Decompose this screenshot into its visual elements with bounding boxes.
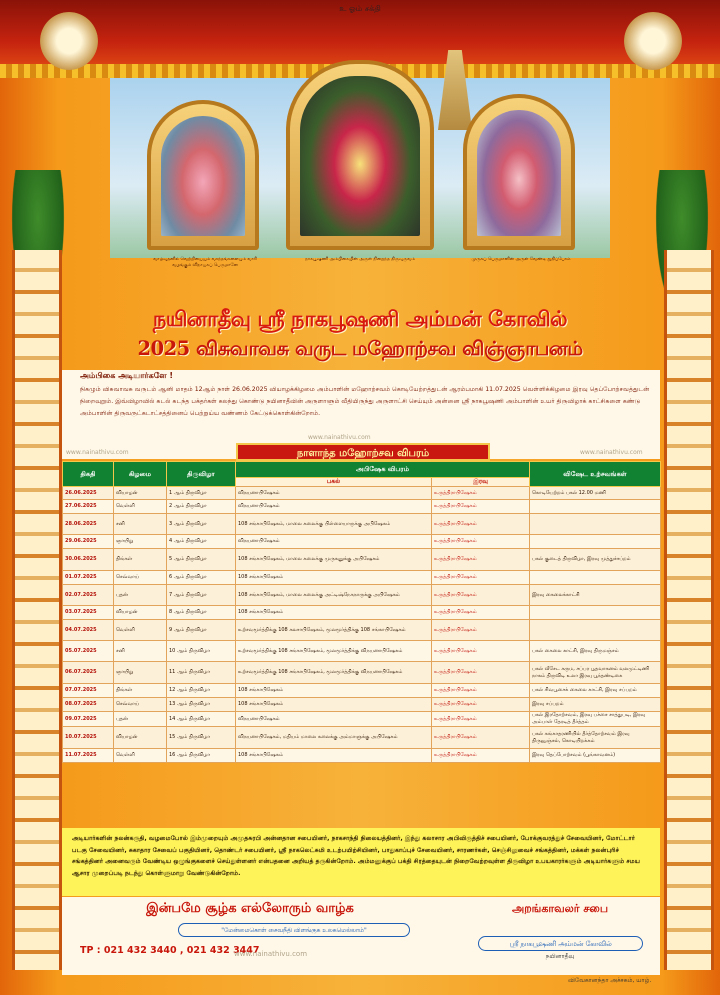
notice-text: அடியார்களின் நலன்கருதி, வழமைபோல் இம்முறையும் அமுதசுரபி அன்னதான சபையினர், நாகசாந்தி நிலையத்தினர், இந்து கலாசார அபிவிருத்திச் சபையினர், போக்குவரத்துச் சேவையினர், மோட்டார் படகு சேவையினர், சுகாதார சேவைப் பகுதியினர், தொண்டர் சபையினர், ஸ்ரீ நாகலெட்சுமி உடற்பயிற்சியினர், பாதுகாப்புச் சேவையினர், சாரணர்கள், செஞ்சிலுவைச் சங்கத்தினர், மக்கள் நலன்புரிச் சங்கத்தினர் அனைவரும் வேண்டிய ஒழுங்குகளைச் செய்துள்ளனர் என்பதனை அறியத் தருகின்றோம். அம்மனுக்குப் பக்தி சிரத்தையுடன் நிறைவேற்றவுள்ள திருவிழா உபயகாரர்களும் அடியார்களும் சமய ஆசார முறைப்படி நடந்து கொள்ளுமாறு வேண்டுகின்றோம்.: [72, 835, 641, 877]
row-day: ஞாயிறு: [114, 662, 167, 684]
row-festival: 9 ஆம் திருவிழா: [167, 620, 236, 641]
row-day-abhishekam: விநயனாபிஷேகம்: [236, 487, 432, 500]
row-date: 08.07.2025: [63, 698, 114, 712]
col-header-day: கிழமை: [114, 462, 167, 487]
invitation-body: நிகழும் விசுவாவசு வருடம் ஆனி மாதம் 12ஆம் நாள் 26.06.2025 வியாழக்கிழமை அம்பாளின் மஹோற்சவம் கொடியேற்றத்துடன் ஆரம்பமாகி 11.07.2025 வெள்ளிக்கிழமை இரவு தெப்போற்சவத்துடன் நிறைவுறும். இவ்விழாவில் கடல் கடந்த பக்தர்கள் கலந்து கொண்டு நயினாதீவின் அருளாளும் வீதியிருந்து அருளாட்சி செய்யும் அன்னை ஸ்ரீ நாகபூஷணி அம்பாளின் உயர் திருவிழாக் காட்சிகளை கண்டு அம்பாளின் திருவருட்கடாட்சத்தினைப் பெற்றுய்ய வண்ணம் கேட்டுக்கொள்கின்றோம்.: [80, 386, 650, 417]
row-night-abhishekam: உருத்திராபிஷேகம்: [432, 549, 530, 571]
row-day-abhishekam: விநயனாபிஷேகம்: [236, 500, 432, 514]
row-night-abhishekam: உருத்திராபிஷேகம்: [432, 712, 530, 727]
row-date: 01.07.2025: [63, 571, 114, 585]
row-day: வெள்ளி: [114, 500, 167, 514]
footer-watermark: www.nainathivu.com: [234, 950, 308, 958]
footer-phone: TP : 021 432 3440 , 021 432 3447: [80, 945, 260, 956]
watermark-left: www.nainathivu.com: [66, 449, 129, 456]
table-row: [63, 487, 661, 500]
table-row: [63, 684, 661, 698]
row-night-abhishekam: உருத்திராபிஷேகம்: [432, 606, 530, 620]
row-night-abhishekam: உருத்திராபிஷேகம்: [432, 727, 530, 749]
row-date: 27.06.2025: [63, 500, 114, 514]
col-header-special: விஷேட உற்சவங்கள்: [530, 462, 661, 487]
amman-caption: நாகபூஷணி அம்பிகையின் அருள் நிறைந்த திருவுருவம்: [305, 257, 415, 262]
row-day-abhishekam: 108 சங்காபிஷேகம்: [236, 698, 432, 712]
row-special: [530, 514, 661, 535]
festival-title: 2025 விசுவாவசு வருட மஹோற்சவ விஞ்ஞாபனம்: [137, 337, 583, 360]
row-special: பகல் வீசேட கரும, சப்பர பூதவாகனம் வலமுட்டிணி நாகம் திருவிடி உலா இரவு பூந்தண்டிகை: [530, 662, 661, 684]
row-festival: 4 ஆம் திருவிழா: [167, 535, 236, 549]
row-festival: 3 ஆம் திருவிழா: [167, 514, 236, 535]
row-special: [530, 606, 661, 620]
row-night-abhishekam: உருத்திராபிஷேகம்: [432, 698, 530, 712]
row-date: 26.06.2025: [63, 487, 114, 500]
schedule-body: [63, 487, 661, 763]
amman-image: [300, 76, 420, 236]
table-row: [63, 698, 661, 712]
row-date: 28.06.2025: [63, 514, 114, 535]
subheader-day-time: பகல்: [236, 478, 432, 487]
row-day-abhishekam: உற்சவமூர்த்திக்கு 108 கலசாபிஷேகம், மூலமூர்த்திக்கு 108 சங்காபிஷேகம்: [236, 620, 432, 641]
row-festival: 6 ஆம் திருவிழா: [167, 571, 236, 585]
row-date: 09.07.2025: [63, 712, 114, 727]
row-festival: 10 ஆம் திருவிழா: [167, 641, 236, 662]
table-row: [63, 571, 661, 585]
murugan-arch: [463, 94, 575, 250]
row-day: வியாழன்: [114, 606, 167, 620]
row-day-abhishekam: உற்சவமூர்த்திக்கு 108 சங்காபிஷேகம், மூலமூர்த்திக்கு விநயனாபிஷேகம்: [236, 641, 432, 662]
row-day-abhishekam: விநயனாபிஷேகம்: [236, 535, 432, 549]
table-row: [63, 585, 661, 606]
row-day: வெள்ளி: [114, 620, 167, 641]
row-night-abhishekam: உருத்திராபிஷேகம்: [432, 535, 530, 549]
table-row: [63, 712, 661, 727]
row-day: வியாழன்: [114, 487, 167, 500]
schedule-title: நாளாந்த மஹோற்சவ விபரம்: [236, 443, 490, 461]
table-row: [63, 514, 661, 535]
row-night-abhishekam: உருத்திராபிஷேகம்: [432, 684, 530, 698]
row-day: திங்கள்: [114, 549, 167, 571]
row-date: 06.07.2025: [63, 662, 114, 684]
row-day-abhishekam: 108 சங்காபிஷேகம், மாலை கலைக்கு பிள்ளையாருக்கு அபிஷேகம்: [236, 514, 432, 535]
table-row: [63, 620, 661, 641]
row-festival: 1 ஆம் திருவிழா: [167, 487, 236, 500]
row-festival: 7 ஆம் திருவிழா: [167, 585, 236, 606]
murugan-image: [477, 110, 561, 236]
row-day: வியாழன்: [114, 727, 167, 749]
invitation-greeting: அம்பிகை அடியார்களே !: [80, 371, 174, 380]
table-row: [63, 749, 661, 763]
row-festival: 13 ஆம் திருவிழா: [167, 698, 236, 712]
top-mark: உ ஓம் சக்தி: [339, 4, 381, 13]
row-special: [530, 571, 661, 585]
footer-motto: "மேன்மைகொள் சைவநீதி விளங்குக உலகமெல்லாம்": [178, 923, 410, 937]
angel-left-icon: [40, 12, 98, 70]
row-day-abhishekam: 108 சங்காபிஷேகம், மாலை கலைக்கு முருகனுக்கு அபிஷேகம்: [236, 549, 432, 571]
row-festival: 5 ஆம் திருவிழா: [167, 549, 236, 571]
footer-printer: விவேகானந்தா அச்சகம், யாழ்.: [568, 977, 652, 984]
row-day: வெள்ளி: [114, 749, 167, 763]
row-festival: 12 ஆம் திருவிழா: [167, 684, 236, 698]
row-day-abhishekam: 108 சங்காபிஷேகம்: [236, 606, 432, 620]
table-row: [63, 662, 661, 684]
row-day-abhishekam: 108 சங்காபிஷேகம்: [236, 684, 432, 698]
row-special: [530, 620, 661, 641]
row-day: புதன்: [114, 712, 167, 727]
row-special: பகல் கங்காதரணியில் தீர்த்தோற்சவம் இரவு திருவூஞ்சல், கொடியிறக்கம்: [530, 727, 661, 749]
row-date: 29.06.2025: [63, 535, 114, 549]
row-day: திங்கள்: [114, 684, 167, 698]
row-day: புதன்: [114, 585, 167, 606]
col-header-festival: திருவிழா: [167, 462, 236, 487]
row-festival: 11 ஆம் திருவிழா: [167, 662, 236, 684]
row-special: பகல் இரதோற்சவம், இரவு பச்சை சாத்துபடி, இரவு அம்பாள் தேரடித் தீர்த்தம்: [530, 712, 661, 727]
row-festival: 14 ஆம் திருவிழா: [167, 712, 236, 727]
temple-title: நயினாதீவு ஸ்ரீ நாகபூஷணி அம்மன் கோவில்: [152, 306, 568, 331]
row-date: 07.07.2025: [63, 684, 114, 698]
angel-right-icon: [624, 12, 682, 70]
row-day: செவ்வாய்: [114, 571, 167, 585]
pillar-left: [12, 250, 62, 970]
row-special: இரவு தெப்போற்சவம் (பூங்காவனம்): [530, 749, 661, 763]
ganesha-arch: [147, 100, 259, 250]
row-festival: 15 ஆம் திருவிழா: [167, 727, 236, 749]
table-row: [63, 500, 661, 514]
row-special: கொடியேற்றம் பகல் 12.00 மணி: [530, 487, 661, 500]
row-day-abhishekam: 108 சங்காபிஷேகம்: [236, 571, 432, 585]
table-row: [63, 641, 661, 662]
row-day: சனி: [114, 641, 167, 662]
row-festival: 8 ஆம் திருவிழா: [167, 606, 236, 620]
row-night-abhishekam: உருத்திராபிஷேகம்: [432, 487, 530, 500]
row-night-abhishekam: உருத்திராபிஷேகம்: [432, 749, 530, 763]
row-date: 11.07.2025: [63, 749, 114, 763]
row-special: [530, 500, 661, 514]
notice-panel: [62, 828, 660, 896]
table-row: [63, 535, 661, 549]
row-special: [530, 535, 661, 549]
row-day: சனி: [114, 514, 167, 535]
row-date: 10.07.2025: [63, 727, 114, 749]
footer-slogan: இன்பமே சூழ்க எல்லோரும் வாழ்க: [146, 901, 354, 916]
murugan-caption: முருகப் பெருமானின் அருள் வேண்டி துதிப்போம்: [471, 257, 571, 262]
row-date: 03.07.2025: [63, 606, 114, 620]
watermark-right: www.nainathivu.com: [580, 449, 643, 456]
row-day-abhishekam: விநயனாபிஷேகம், மதியம் மாலை கலைக்கு அம்மாளுக்கு அபிஷேகம்: [236, 727, 432, 749]
row-festival: 2 ஆம் திருவிழா: [167, 500, 236, 514]
row-special: பகல் கைலை காட்சி, இரவு திருமஞ்சம்: [530, 641, 661, 662]
row-night-abhishekam: உருத்திராபிஷேகம்: [432, 662, 530, 684]
schedule-table: [62, 461, 661, 763]
ganesha-caption: வாழ்வுதனில் வெற்றியையும் வசந்தங்களையும் வாரி வழங்கும் விநாயகப் பெருமானே: [153, 257, 257, 268]
footer-temple: ஸ்ரீ நாகபூஷணி அம்மன் கோவில்: [478, 936, 643, 951]
pillar-right: [664, 250, 714, 970]
table-row: [63, 727, 661, 749]
row-date: 05.07.2025: [63, 641, 114, 662]
row-date: 02.07.2025: [63, 585, 114, 606]
row-special: பகல் சிவபூசைக் கைலை காட்சி, இரவு சப்பறம்: [530, 684, 661, 698]
row-night-abhishekam: உருத்திராபிஷேகம்: [432, 500, 530, 514]
row-special: பகல் குடைத் திருவிழா, இரவு முத்துச்சப்றம்: [530, 549, 661, 571]
col-header-abhishekam: அபிஷேக விபரம்: [236, 462, 530, 478]
ganesha-image: [161, 116, 245, 236]
row-night-abhishekam: உருத்திராபிஷேகம்: [432, 571, 530, 585]
row-special: இரவு சப்பறம்: [530, 698, 661, 712]
row-night-abhishekam: உருத்திராபிஷேகம்: [432, 514, 530, 535]
row-night-abhishekam: உருத்திராபிஷேகம்: [432, 585, 530, 606]
row-day-abhishekam: 108 சங்காபிஷேகம்: [236, 749, 432, 763]
row-night-abhishekam: உருத்திராபிஷேகம்: [432, 620, 530, 641]
row-day: ஞாயிறு: [114, 535, 167, 549]
table-row: [63, 549, 661, 571]
row-date: 30.06.2025: [63, 549, 114, 571]
footer-sabha: அறங்காவலர் சபை: [511, 902, 609, 915]
col-header-date: திகதி: [63, 462, 114, 487]
row-day-abhishekam: விநயனாபிஷேகம்: [236, 712, 432, 727]
row-day: செவ்வாய்: [114, 698, 167, 712]
row-day-abhishekam: 108 சங்காபிஷேகம், மாலை கலைக்கு அட்டிஷ்நேகநாருக்கு அபிஷேகம்: [236, 585, 432, 606]
table-row: [63, 606, 661, 620]
row-special: இரவு கைலைக்காட்சி: [530, 585, 661, 606]
subheader-night-time: இரவு: [432, 478, 530, 487]
watermark-center: www.nainathivu.com: [308, 434, 371, 441]
row-festival: 16 ஆம் திருவிழா: [167, 749, 236, 763]
row-day-abhishekam: உற்சவமூர்த்திக்கு 108 சங்காபிஷேகம், மூலமூர்த்திக்கு விநயனாபிஷேகம்: [236, 662, 432, 684]
row-date: 04.07.2025: [63, 620, 114, 641]
row-night-abhishekam: உருத்திராபிஷேகம்: [432, 641, 530, 662]
footer-place: நயினாதீவு: [545, 953, 575, 960]
nagapooshani-amman-arch: [286, 60, 434, 250]
